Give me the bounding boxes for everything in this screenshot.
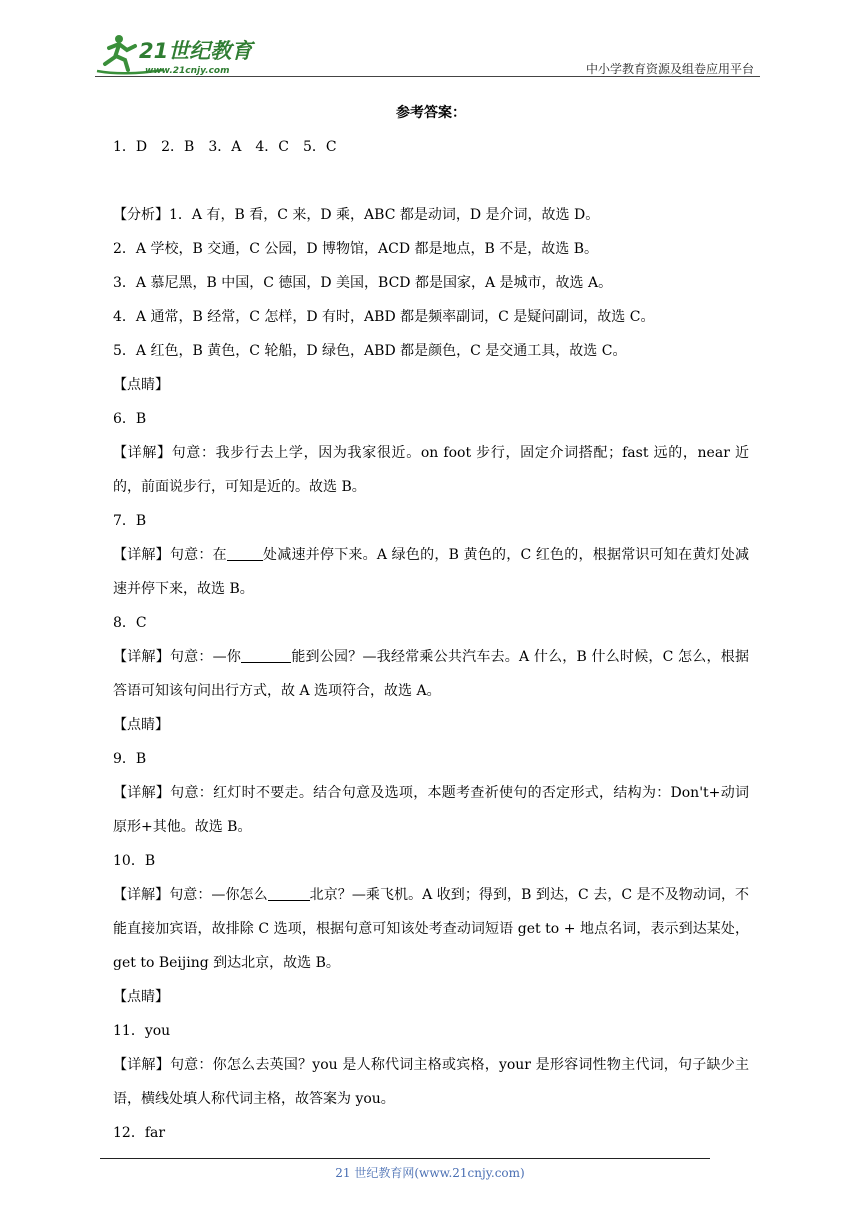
- analysis-line: 2．A 学校，B 交通，C 公园，D 博物馆，ACD 都是地点，B 不是，故选 B。: [113, 241, 599, 257]
- footer-divider: [100, 1158, 710, 1159]
- answer-blank: [241, 646, 291, 663]
- explanation: 【详解】句意：红灯时不要走。结合句意及选项，本题考查祈使句的否定形式，结构为：Don't+动词原形+其他。故选 B。: [113, 785, 749, 835]
- dianjing-label: 【点睛】: [113, 717, 169, 733]
- question-answer: 9．B: [113, 751, 147, 767]
- question-answer: 12．far: [113, 1125, 166, 1141]
- explanation-part: 北京？—乘飞机。A 收到；得到，B 到达，C 去，C 是不及物动词，不能直接加宾语，故排除 C 选项，根据句意可知该处考查动词短语 get to + 地点名词，表示到达某处，get to Beijing 到达北京，故选 B。: [113, 887, 749, 971]
- answer-content: [113, 96, 773, 1150]
- explanation-part: 能到公园？—我经常乘公共汽车去。A 什么，B 什么时候，C 怎么，根据答语可知该句问出行方式，故 A 选项符合，故选 A。: [113, 649, 749, 699]
- question-answer: 7．B: [113, 513, 147, 529]
- spacer: [113, 164, 773, 198]
- explanation-part: 处减速并停下来。A 绿色的，B 黄色的，C 红色的，根据常识可知在黄灯处减速并停下来，故选 B。: [113, 547, 750, 597]
- question-answer: 10．B: [113, 853, 156, 869]
- explanation: 【详解】句意：你怎么去英国？you 是人称代词主格或宾格，your 是形容词性物主代词，句子缺少主语，横线处填人称代词主格，故答案为 you。: [113, 1057, 749, 1107]
- question-answer: 6．B: [113, 411, 147, 427]
- explanation: [113, 878, 749, 980]
- answer-blank: [268, 884, 310, 901]
- explanation-part: 【详解】句意：在: [113, 547, 227, 563]
- explanation-part: 【详解】句意：—你: [113, 649, 242, 665]
- answer-blank: [227, 544, 263, 561]
- analysis-line: 3．A 慕尼黑，B 中国，C 德国，D 美国，BCD 都是国家，A 是城市，故选 A。: [113, 275, 613, 291]
- question-answer: 11．you: [113, 1023, 171, 1039]
- analysis-line: 5．A 红色，B 黄色，C 轮船，D 绿色，ABD 都是颜色，C 是交通工具，故选 C。: [113, 343, 627, 359]
- logo: [95, 30, 265, 78]
- header-divider: [95, 76, 760, 77]
- dianjing-label: 【点睛】: [113, 989, 169, 1005]
- question-answer: 8．C: [113, 615, 147, 631]
- logo-text: 21世纪教育: [139, 39, 253, 63]
- answer-key: 1．D 2．B 3．A 4．C 5．C: [113, 139, 337, 155]
- explanation: [113, 640, 749, 708]
- dianjing-label: 【点睛】: [113, 377, 169, 393]
- analysis-line: 【分析】1．A 有，B 看，C 来，D 乘，ABC 都是动词，D 是介词，故选 D。: [113, 207, 600, 223]
- page-title: 参考答案：: [396, 105, 466, 121]
- explanation: [113, 538, 749, 606]
- platform-name: 中小学教育资源及组卷应用平台: [585, 62, 754, 76]
- analysis-line: 4．A 通常，B 经常，C 怎样，D 有时，ABD 都是频率副词，C 是疑问副词，故选 C。: [113, 309, 655, 325]
- explanation: 【详解】句意：我步行去上学，因为我家很近。on foot 步行，固定介词搭配；fast 远的，near 近的，前面说步行，可知是近的。故选 B。: [113, 445, 749, 495]
- footer-text: 21 世纪教育网(www.21cnjy.com): [335, 1166, 525, 1180]
- logo-url: www.21cnjy.com: [145, 66, 230, 76]
- explanation-part: 【详解】句意：—你怎么: [113, 887, 268, 903]
- page-header: [95, 30, 760, 78]
